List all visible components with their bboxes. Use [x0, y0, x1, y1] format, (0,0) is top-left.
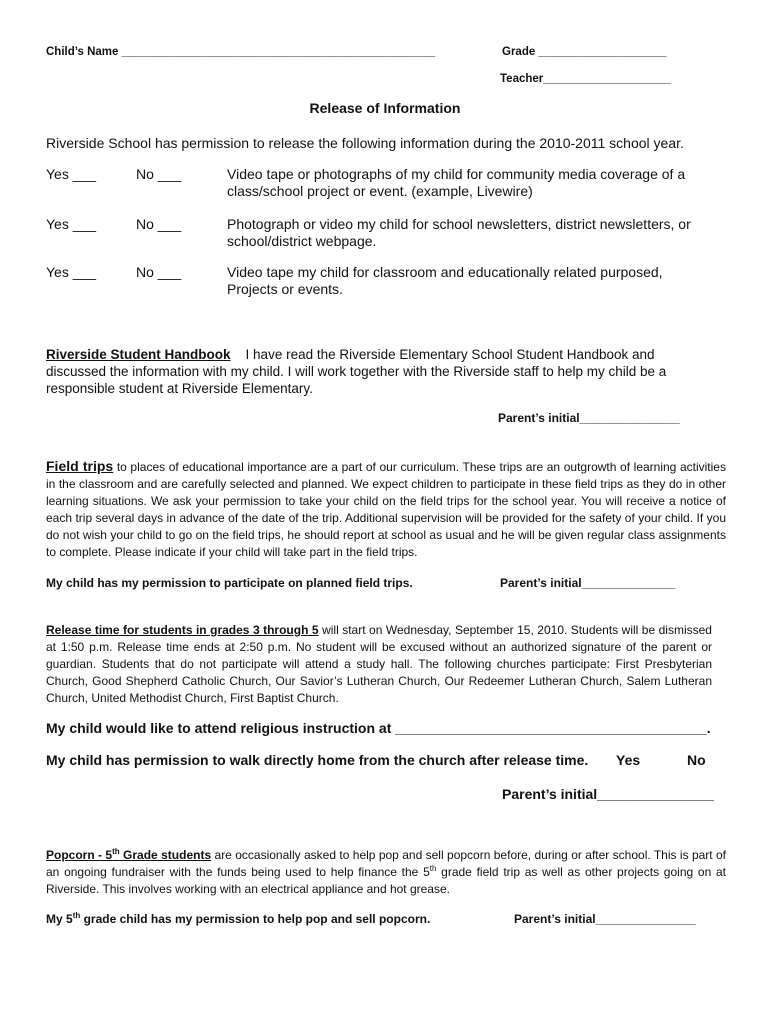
- walk-home-permission: My child has permission to walk directly home from the church after release time.: [46, 752, 589, 768]
- religious-instruction-line: My child would like to attend religious instruction at ________________________________________.: [46, 720, 711, 736]
- option-description: Video tape or photographs of my child for community media coverage of a class/school project or event. (example, Livewire): [227, 166, 686, 199]
- walk-no-option: No: [687, 752, 706, 768]
- popcorn-heading-pre: Popcorn - 5: [46, 848, 113, 862]
- popcorn-text-sup: th: [429, 864, 437, 873]
- field-trips-text: to places of educational importance are a part of our curriculum. These trips are an outgrowth of learning activities in the classroom and are carefully selected and planned. We expect children to participate in these field trips as they do in other learning situations. We ask your permission to take your child on the field trips for the school year. You will receive a notice of each trip several days in advance of the date of the trip. Additional supervision will be provided for the safety of your child. If you do not wish your child to go on the field trips, he should report at school as usual and he will be given regular class assignments to complete. Please indicate if your child will take part in the field trips.: [46, 460, 726, 559]
- no-option: No ___: [136, 166, 182, 182]
- popcorn-permission-pre: My 5: [46, 912, 73, 926]
- popcorn-section: [46, 847, 726, 898]
- page-title: Release of Information: [309, 100, 461, 116]
- field-trips-permission: My child has my permission to participate on planned field trips.: [46, 576, 413, 590]
- no-option: No ___: [136, 264, 182, 280]
- handbook-parent-initial: Parent’s initial_______________: [498, 411, 680, 425]
- option-description: Photograph or video my child for school newsletters, district newsletters, or school/district webpage.: [227, 216, 691, 249]
- yes-option: Yes ___: [46, 166, 97, 182]
- no-option: No ___: [136, 216, 182, 232]
- grade-field-label: Grade ____________________: [502, 46, 667, 58]
- popcorn-permission: [46, 912, 430, 926]
- field-trips-parent-initial: Parent’s initial______________: [500, 576, 676, 590]
- popcorn-parent-initial: Parent’s initial_______________: [514, 912, 696, 926]
- yes-option: Yes ___: [46, 216, 97, 232]
- field-trips-section: [46, 458, 726, 561]
- popcorn-heading-sup: th: [112, 847, 120, 856]
- release-time-heading: Release time for students in grades 3 through 5: [46, 623, 319, 637]
- handbook-heading: Riverside Student Handbook: [46, 347, 231, 362]
- walk-yes-option: Yes: [616, 752, 641, 768]
- release-time-parent-initial: Parent’s initial_______________: [502, 786, 714, 802]
- popcorn-heading-post: Grade students: [119, 848, 212, 862]
- popcorn-permission-post: grade child has my permission to help pop and sell popcorn.: [80, 912, 431, 926]
- intro-text: Riverside School has permission to release the following information during the 2010-2011 school year.: [46, 135, 684, 151]
- option-description: Video tape my child for classroom and educationally related purposed, Projects or events.: [227, 264, 663, 297]
- release-time-text: will start on Wednesday, September 15, 2010. Students will be dismissed at 1:50 p.m. Release time ends at 2:50 p.m. No student will be excused without an authorized signature of the parent or guardian. Students that do not participate will attend a study hall. The following churches participate: First Presbyterian Church, Good Shepherd Catholic Church, Our Savior’s Lutheran Church, Our Redeemer Lutheran Church, Salem Lutheran Church, United Methodist Church, First Baptist Church.: [46, 623, 712, 705]
- field-trips-heading: Field trips: [46, 458, 114, 474]
- popcorn-permission-sup: th: [72, 911, 81, 920]
- popcorn-heading: [46, 848, 211, 862]
- child-name-field-label: Child’s Name _________________________________________________: [46, 46, 436, 58]
- handbook-text: I have read the Riverside Elementary School Student Handbook and discussed the information with my child. I will work together with the Riverside staff to help my child be a responsible student at Riverside Elementary.: [46, 347, 667, 396]
- popcorn-text-b: grade field trip as well as other projects going on at Riverside. This involves working with an electrical appliance and hot grease.: [46, 865, 726, 896]
- popcorn-text-a: are occasionally asked to help pop and sell popcorn before, during or after school. This is part of an ongoing fundraiser with the funds being used to help finance the 5: [46, 848, 727, 879]
- handbook-section: [46, 346, 712, 397]
- teacher-field-label: Teacher____________________: [500, 73, 672, 85]
- yes-option: Yes ___: [46, 264, 97, 280]
- release-time-section: [46, 622, 712, 707]
